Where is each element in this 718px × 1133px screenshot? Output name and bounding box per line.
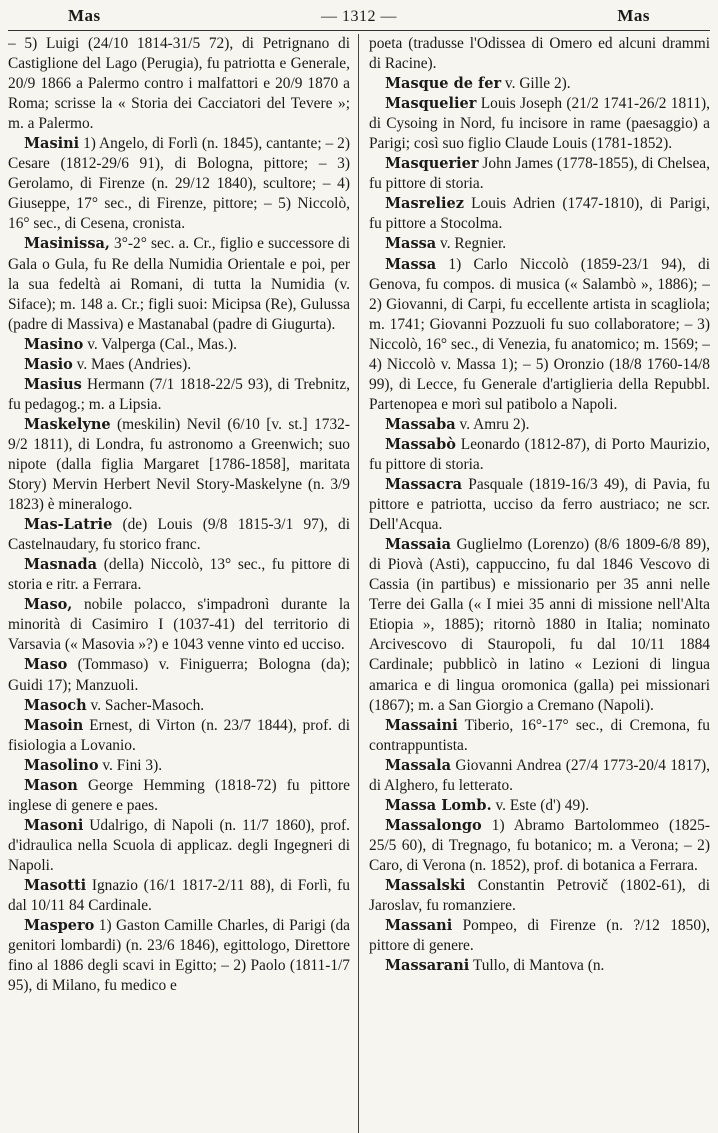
entry-text: Leonardo (1812-87), di Porto Maurizio, fu pittore di storia. (369, 435, 710, 473)
entry-headword: Maskelyne (24, 415, 111, 433)
entry-headword: Masinissa, (24, 235, 110, 253)
entry-headword: Mason (24, 776, 78, 794)
entry-headword: Massacra (385, 476, 463, 494)
dictionary-entry (369, 716, 710, 756)
entry-text: Louis Joseph (21/2 1741-26/2 1811), di Cysoing in Nord, fu incisore in rame (paesaggio) a Parigi; così suo figlio Claude Louis (1781-1852). (369, 95, 710, 153)
dictionary-entry (369, 415, 710, 435)
entry-headword: Maspero (24, 917, 95, 935)
entry-text: 1) Carlo Niccolò (1859-23/1 94), di Genova, fu compos. di musica (« Salambò », 1886); – 2) Giovanni, di Carpi, fu eccellente artista in scagliola; m. 1741; Giovanni Pozzuoli fu suo collaboratore; – 3) Niccolò, 16° sec., di Venezia, fu anatomico; m. 1569; – 4) Niccolò v. Massa 1); – 5) Oronzio (18/8 1760-14/8 99), di Lecce, fu Generale d'artiglieria della Repubbl. Partenopea e morì sul patibolo a Napoli. (369, 255, 710, 413)
entry-text: John James (1778-1855), di Chelsea, fu pittore di storia. (369, 155, 710, 193)
dictionary-entry (369, 916, 710, 956)
entry-text: Ignazio (16/1 1817-2/11 88), di Forlì, fu dal 10/11 84 Cardinale. (8, 876, 350, 915)
entry-headword: Massa Lomb. (385, 796, 492, 814)
entry-text: 1) Abramo Bartolommeo (1825-25/5 60), di Tregnago, fu botanico; m. a Verona; – 2) Caro, di Verona (n. 1852), prof. di botanica a Ferrara. (369, 816, 710, 874)
entry-headword: Masini (24, 135, 80, 153)
dictionary-entry (8, 375, 350, 415)
entry-headword: Masius (24, 375, 82, 393)
entry-text: v. Maes (Andries). (72, 355, 192, 373)
entry-headword: Masoni (24, 816, 84, 834)
entry-headword: Massani (385, 917, 453, 935)
page-number: — 1312 — (321, 8, 397, 25)
entry-headword: Masino (24, 335, 84, 353)
dictionary-entry (8, 756, 350, 776)
dictionary-entry (369, 34, 710, 74)
dictionary-entry (8, 696, 350, 716)
entry-headword: Maso (24, 656, 68, 674)
dictionary-entry (8, 415, 350, 515)
dictionary-entry (369, 535, 710, 715)
entry-text: v. Fini 3). (98, 756, 163, 774)
entry-text: 1) Angelo, di Forlì (n. 1845), cantante; – 2) Cesare (1812-29/6 91), di Bologna, pittore; – 3) Gerolamo, di Firenze (n. 29/12 1840), scultore; – 4) Giuseppe, 17° sec., di Firenze, pittore; – 5) Niccolò, 16° sec., di Cesena, cronista. (8, 135, 350, 233)
entry-text: Pompeo, di Firenze (n. ?/12 1850), pittore di genere. (369, 917, 710, 955)
entry-text: v. Este (d') 49). (491, 796, 590, 814)
dictionary-entry (8, 816, 350, 876)
entry-headword: Mas-Latrie (24, 516, 113, 534)
entry-text: Pasquale (1819-16/3 49), di Pavia, fu pittore e patriotta, ucciso da ferro austriaco; ne scr. Dell'Acqua. (369, 476, 710, 534)
left-column (8, 34, 359, 1133)
dictionary-entry (8, 555, 350, 595)
dictionary-entry (8, 595, 350, 655)
entry-text: George Hemming (1818-72) fu pittore inglese di genere e paes. (8, 776, 350, 814)
dictionary-entry (8, 335, 350, 355)
dictionary-entry (369, 435, 710, 475)
entry-headword: Massabò (385, 435, 456, 453)
entry-headword: Massa (385, 235, 437, 253)
dictionary-entry (369, 756, 710, 796)
dictionary-entry (369, 816, 710, 876)
header-right-guideword: Mas (617, 6, 650, 25)
entry-text: v. Regnier. (436, 235, 507, 253)
entry-text: (Tommaso) v. Finiguerra; Bologna (da); Guidi 17); Manzuoli. (8, 656, 350, 694)
entry-text: 1) Gaston Camille Charles, di Parigi (da genitori lombardi) (n. 23/6 1846), egittologo, Direttore fino al 1886 degli scavi in Egitto; – 2) Paolo (1811-1/7 95), di Milano, fu medico e (8, 917, 350, 995)
header-rule (8, 30, 710, 31)
dictionary-entry (369, 956, 710, 976)
entry-text: Louis Adrien (1747-1810), di Parigi, fu pittore a Stocolma. (369, 195, 710, 233)
dictionary-entry (8, 655, 350, 695)
entry-headword: Masoch (24, 696, 87, 714)
entry-headword: Masoin (24, 716, 84, 734)
dictionary-entry (8, 515, 350, 555)
entry-text: (de) Louis (9/8 1815-3/1 97), di Castelnaudary, fu storico franc. (8, 516, 350, 554)
entry-text: Hermann (7/1 1818-22/5 93), di Trebnitz, fu pedagog.; m. a Lipsia. (8, 375, 350, 413)
entry-text: Tiberio, 16°-17° sec., di Cremona, fu contrappuntista. (369, 716, 710, 754)
entry-headword: Masio (24, 355, 73, 373)
entry-headword: Massalongo (385, 816, 482, 834)
entry-text: (meskilin) Nevil (6/10 [v. st.] 1732-9/2 1811), di Londra, fu astronomo a Greenwich; suo nipote (dalla figlia Margaret [1786-1858], maritata Story) Mervin Herbert Nevil Story-Maskelyne (n. 3/9 1823) è mineralogo. (8, 415, 350, 514)
entry-text: Giovanni Andrea (27/4 1773-20/4 1817), di Alghero, fu letterato. (369, 756, 710, 794)
entry-headword: Masotti (24, 876, 87, 894)
entry-headword: Maso, (24, 596, 73, 614)
dictionary-entry (369, 255, 710, 415)
dictionary-entry (8, 876, 350, 916)
entry-text: Constantin Petrovič (1802-61), di Jaroslav, fu romanziere. (369, 876, 710, 915)
entry-headword: Masque de fer (385, 75, 502, 93)
entry-headword: Massarani (385, 957, 470, 975)
dictionary-entry (8, 34, 350, 134)
dictionary-entry (8, 776, 350, 816)
entry-headword: Masnada (24, 556, 98, 574)
entry-headword: Masquerier (385, 155, 479, 173)
dictionary-entry (369, 74, 710, 94)
dictionary-entry (369, 234, 710, 254)
entry-text: Udalrigo, di Napoli (n. 11/7 1860), prof. d'idraulica nella Scuola di applicaz. degli Ingegneri di Napoli. (8, 816, 350, 874)
entry-headword: Masolino (24, 756, 99, 774)
dictionary-entry (8, 716, 350, 756)
entry-headword: Massaini (385, 716, 458, 734)
entry-headword: Massaia (385, 536, 452, 554)
entry-text: nobile polacco, s'impadronì durante la minorità di Casimiro I (1037-41) del territorio di Varsavia (« Masovia »?) e 1043 venne vinto ed ucciso. (8, 596, 350, 654)
entry-headword: Massalski (385, 876, 466, 894)
right-column (359, 34, 710, 1133)
entry-text: v. Amru 2). (455, 415, 530, 433)
entry-text: poeta (tradusse l'Odissea di Omero ed alcuni drammi di Racine). (369, 35, 710, 73)
entry-headword: Massala (385, 756, 452, 774)
entry-text: v. Gille 2). (501, 75, 571, 93)
two-column-body (8, 34, 710, 1133)
dictionary-entry (369, 796, 710, 816)
dictionary-entry (369, 475, 710, 535)
entry-text: (della) Niccolò, 13° sec., fu pittore di storia e ritr. a Ferrara. (8, 556, 350, 594)
entry-text: 3°-2° sec. a. Cr., figlio e successore di Gala o Gula, fu Re della Numidia Orientale e poi, per la sua fedeltà ai Romani, di tutta la Numidia (v. Siface); m. 148 a. Cr.; figli suoi: Micipsa (Re), Gulussa (padre di Massiva) e Mastanabal (padre di Giugurta). (8, 235, 350, 333)
dictionary-entry (8, 355, 350, 375)
dictionary-entry (8, 134, 350, 234)
dictionary-entry (369, 94, 710, 154)
dictionary-entry (8, 234, 350, 334)
entry-text: Tullo, di Mantova (n. (469, 957, 605, 975)
entry-text: – 5) Luigi (24/10 1814-31/5 72), di Petrignano di Castiglione del Lago (Perugia), fu patriotta e Generale, 20/9 1866 a Palermo contro i malfattori e 20/9 1870 a Roma; scrisse la « Storia dei Cacciatori del Tevere »; m. a Palermo. (8, 35, 350, 133)
entry-headword: Masquelier (385, 95, 477, 113)
entry-headword: Massaba (385, 415, 456, 433)
entry-headword: Massa (385, 255, 437, 273)
entry-headword: Masreliez (385, 195, 464, 213)
dictionary-entry (369, 154, 710, 194)
entry-text: v. Valperga (Cal., Mas.). (83, 335, 237, 353)
running-header (8, 6, 710, 28)
header-left-guideword: Mas (68, 6, 101, 25)
entry-text: Ernest, di Virton (n. 23/7 1844), prof. di fisiologia a Lovanio. (8, 716, 350, 754)
entry-text: Guglielmo (Lorenzo) (8/6 1809-6/8 89), di Piovà (Asti), cappuccino, fu dal 1846 Vescovo di Cassia (in partibus) e missionario per 35 anni nelle Terre dei Galla (« I miei 35 anni di missione nell'Alta Etiopia », 1885); ritornò 1880 in Italia; nominato Arcivescovo di Stauropoli, fu dal 10/11 1884 Cardinale; pubblicò in latino « Lezioni di lingua amarica e di lingua oromonica (galla) pei missionari (1867); m. a San Giorgio a Cremano (Napoli). (369, 536, 710, 714)
dictionary-entry (8, 916, 350, 996)
dictionary-entry (369, 194, 710, 234)
dictionary-entry (369, 876, 710, 916)
entry-text: v. Sacher-Masoch. (86, 696, 205, 714)
